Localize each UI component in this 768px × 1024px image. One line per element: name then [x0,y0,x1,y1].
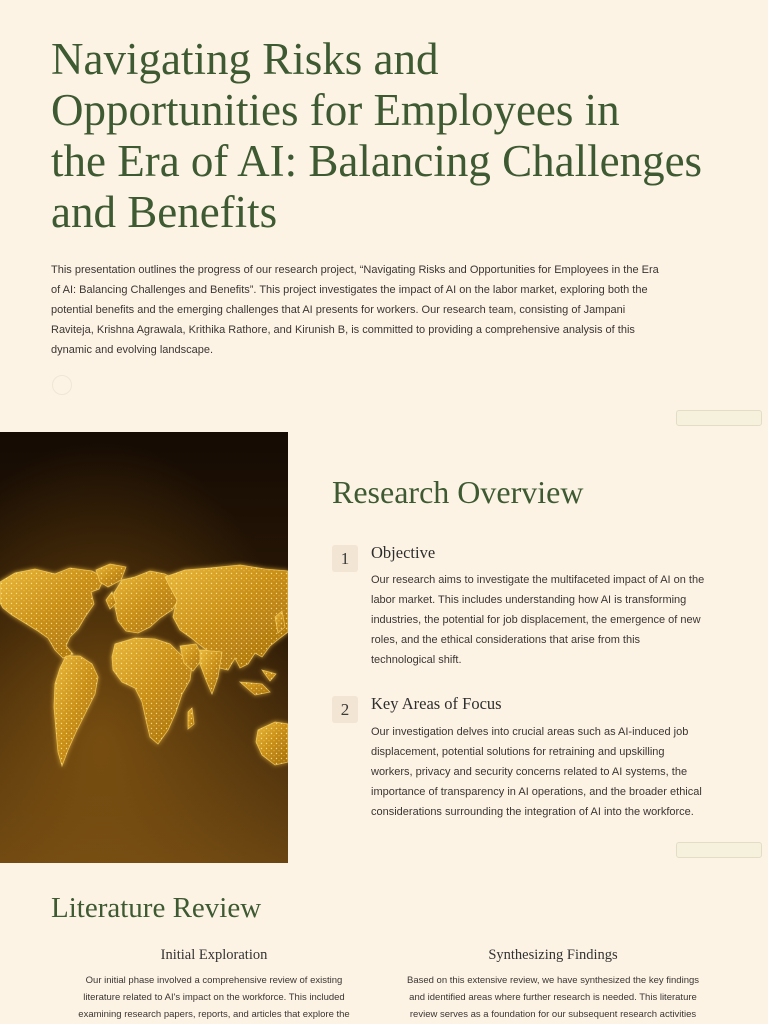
column-body [390,972,716,1023]
key-areas-body [371,722,702,822]
step-number-badge: 1 [332,545,358,572]
key-areas-line: considerations surrounding the integration of AI into the workforce. [371,806,694,818]
objective-line: industries, the potential for job displacement, the emergence of new [371,614,701,626]
literature-review-heading: Literature Review [51,892,262,924]
research-overview-heading: Research Overview [332,474,584,510]
card-toolbar-button[interactable] [676,410,762,426]
column-line: and identified areas where further research is needed. This literature [409,992,697,1003]
intro-paragraph [51,260,659,360]
world-map-image [0,432,288,863]
key-areas-title: Key Areas of Focus [371,694,502,713]
column-line: Based on this extensive review, we have synthesized the key findings [406,975,700,986]
column-line: literature related to AI's impact on the workforce. This included [83,992,345,1003]
key-areas-line: workers, privacy and security concerns related to AI systems, the [371,766,688,778]
column-line: review serves as a foundation for our subsequent research activities [409,1009,697,1020]
page-title [51,34,702,238]
objective-line: Our research aims to investigate the multifaceted impact of AI on the [371,574,705,586]
step-number-badge: 2 [332,696,358,723]
column-line: Our initial phase involved a comprehensive review of existing [85,975,343,986]
intro-line: of AI: Balancing Challenges and Benefits”. This project investigates the impact of AI on the labor market, exploring both the [51,284,648,296]
objective-body [371,570,704,670]
key-areas-line: displacement, potential solutions for retraining and upskilling [371,746,665,758]
card-toolbar-button[interactable] [676,842,762,858]
objective-line: technological shift. [371,654,462,666]
intro-line: dynamic and evolving landscape. [51,344,214,356]
column-body [51,972,377,1023]
intro-line: potential benefits and the emerging challenges that AI presents for workers. Our research team, consisting of Jampani [51,304,626,316]
title-line: Navigating Risks and [51,34,439,84]
title-line: the Era of AI: Balancing Challenges [51,136,703,186]
intro-line: This presentation outlines the progress of our research project, “Navigating Risks and Opportunities for Employees in the Era [51,264,659,276]
column-title: Initial Exploration [160,947,268,963]
literature-column-initial [51,945,377,1023]
avatar-circle-icon [52,375,72,395]
key-areas-line: importance of transparency in AI operations, and the broader ethical [371,786,702,798]
column-line: examining research papers, reports, and articles that explore the [78,1009,350,1020]
objective-line: roles, and the ethical considerations that arise from this [371,634,641,646]
literature-column-synthesizing [390,945,716,1023]
column-title: Synthesizing Findings [488,947,618,963]
objective-title: Objective [371,543,436,562]
title-line: Opportunities for Employees in [51,85,620,135]
objective-line: labor market. This includes understanding how AI is transforming [371,594,687,606]
key-areas-line: Our investigation delves into crucial areas such as AI-induced job [371,726,689,738]
title-line: and Benefits [51,187,278,237]
intro-line: Raviteja, Krishna Agrawala, Krithika Rathore, and Kirunish B, is committed to providing a comprehensive analysis of this [51,324,635,336]
